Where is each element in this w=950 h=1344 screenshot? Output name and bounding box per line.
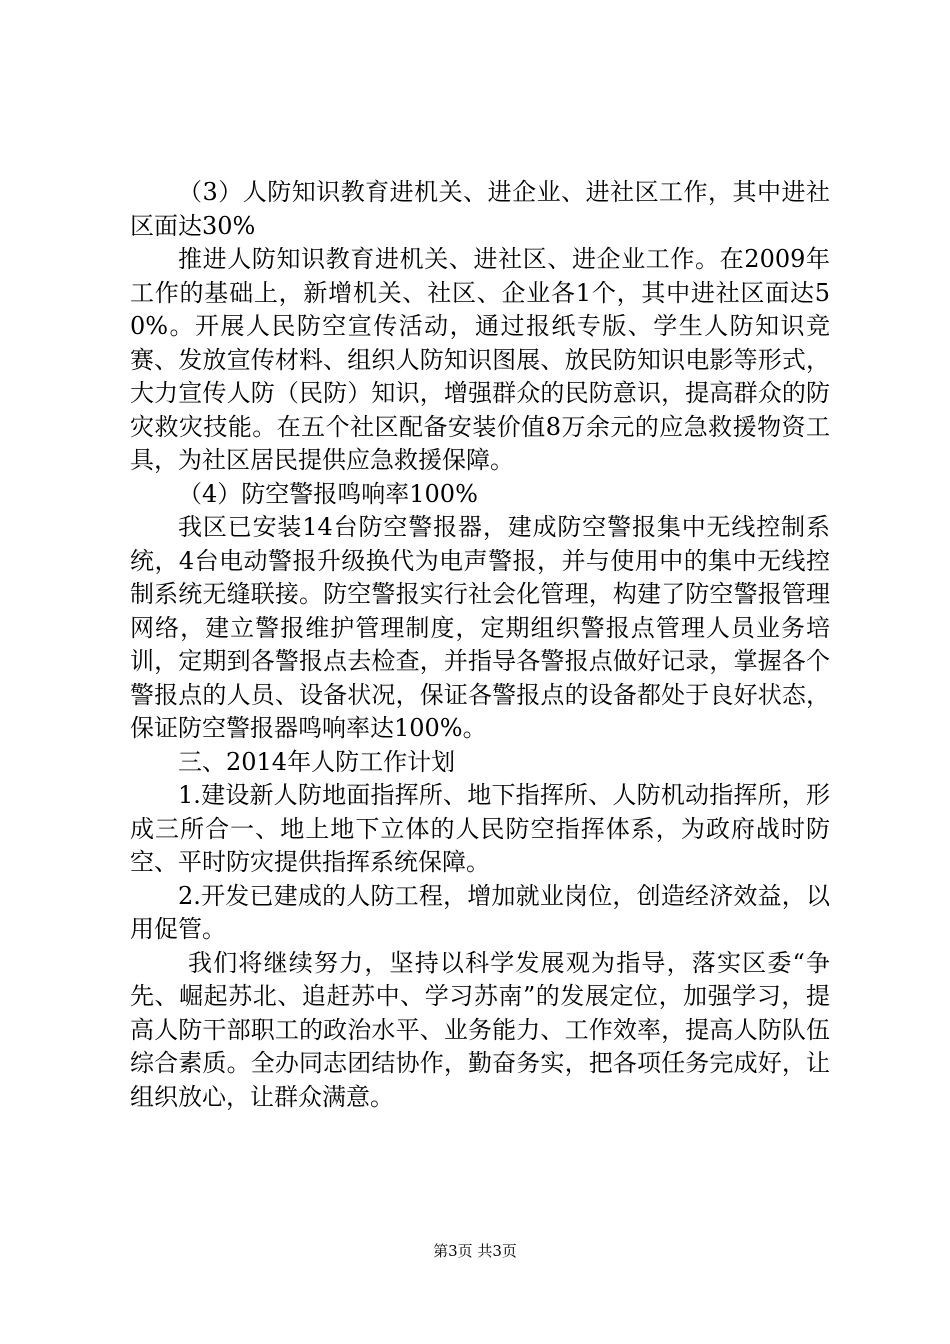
section-heading-knowledge-education: （3）人防知识教育进机关、进企业、进社区工作，其中进社区面达30%: [130, 178, 830, 240]
paragraph-conclusion: 我们将继续努力，坚持以科学发展观为指导，落实区委“争先、崛起苏北、追赶苏中、学习苏南”的发展定位，加强学习，提高人防干部职工的政治水平、业务能力、工作效率，提高人防队伍综合素质。全办同志团结协作，勤奋务实，把各项任务完成好，让组织放心，让群众满意。: [130, 948, 830, 1111]
paragraph-air-raid-alarm: 我区已安装14台防空警报器，建成防空警报集中无线控制系统，4台电动警报升级换代为电声警报，并与使用中的集中无线控制系统无缝联接。防空警报实行社会化管理，构建了防空警报管理网络，建立警报维护管理制度，定期组织警报点管理人员业务培训，定期到各警报点去检查，并指导各警报点做好记录，掌握各个警报点的人员、设备状况，保证各警报点的设备都处于良好状态，保证防空警报器鸣响率达100%。: [130, 513, 830, 742]
page-footer: 第3页 共3页: [433, 1242, 517, 1260]
plan-item-engineering-development: 2.开发已建成的人防工程，增加就业岗位，创造经济效益，以用促管。: [130, 881, 830, 943]
document-body: [130, 176, 830, 1114]
plan-item-command-post: 1.建设新人防地面指挥所、地下指挥所、人防机动指挥所，形成三所合一、地上地下立体的人民防空指挥体系，为政府战时防空、平时防灾提供指挥系统保障。: [130, 781, 830, 876]
section-heading-work-plan: 三、2014年人防工作计划: [178, 747, 456, 776]
section-heading-air-raid-alarm: （4）防空警报鸣响率100%: [178, 479, 478, 508]
paragraph-knowledge-education: 推进人防知识教育进机关、进社区、进企业工作。在2009年工作的基础上，新增机关、社区、企业各1个，其中进社区面达50%。开展人民防空宣传活动，通过报纸专版、学生人防知识竞赛、发放宣传材料、组织人防知识图展、放民防知识电影等形式，大力宣传人防（民防）知识，增强群众的民防意识，提高群众的防灾救灾技能。在五个社区配备安装价值8万余元的应急救援物资工具，为社区居民提供应急救援保障。: [130, 245, 830, 474]
